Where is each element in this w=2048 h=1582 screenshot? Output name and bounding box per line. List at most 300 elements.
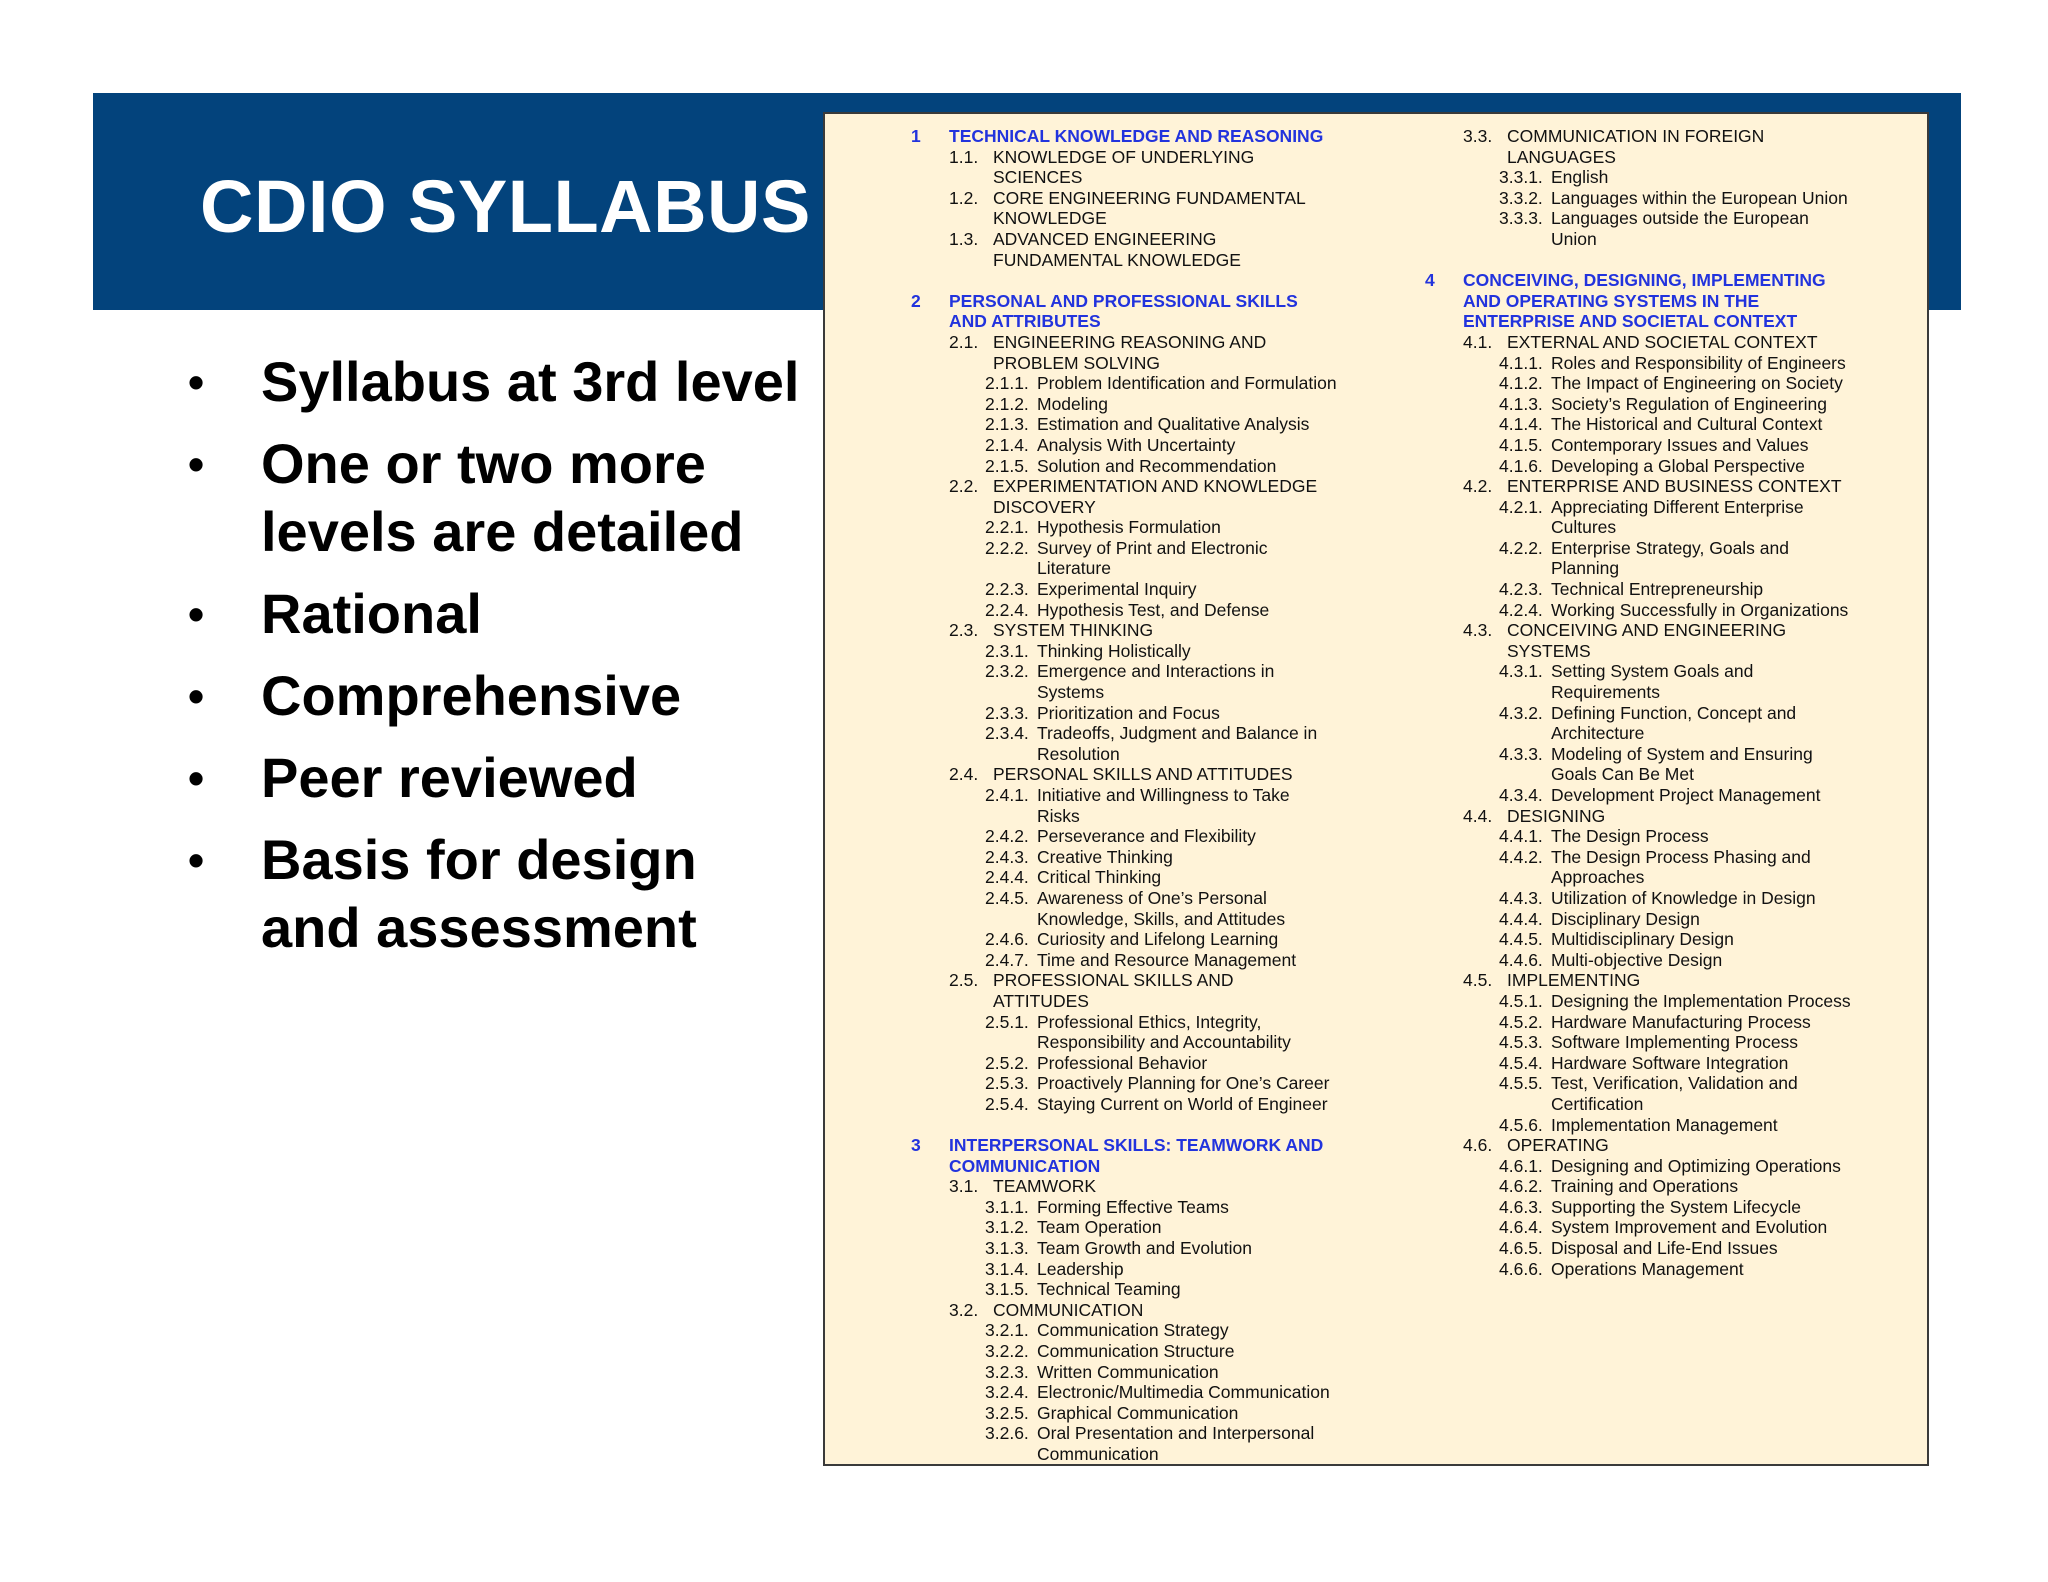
outline-text-line: Analysis With Uncertainty [1037, 434, 1236, 455]
outline-number: 2.4.1. [985, 785, 1029, 805]
outline-text-line: The Historical and Cultural Context [1551, 414, 1823, 435]
outline-text-line: LANGUAGES [1507, 146, 1616, 167]
outline-number: 2.5.3. [985, 1073, 1029, 1094]
bullet-text: Peer reviewed [261, 746, 638, 809]
outline-text-line: Society’s Regulation of Engineering [1551, 393, 1827, 414]
outline-text-line: Literature [1037, 558, 1111, 579]
outline-number: 4.5.1. [1499, 990, 1543, 1011]
outline-text-line: Forming Effective Teams [1037, 1196, 1229, 1217]
outline-number: 3.3.1. [1499, 167, 1543, 188]
outline-text-line: Awareness of One’s Personal [1037, 887, 1267, 908]
outline-text-line: ENTERPRISE AND BUSINESS CONTEXT [1507, 476, 1842, 497]
outline-text-line: Software Implementing Process [1551, 1032, 1799, 1053]
outline-text-line: Planning [1551, 558, 1620, 579]
outline-text-line: Graphical Communication [1037, 1402, 1239, 1423]
outline-text-line: Architecture [1551, 723, 1645, 744]
syllabus-subtopic [985, 929, 1337, 950]
syllabus-subtopic [1499, 188, 1851, 209]
outline-text-line: Setting System Goals and [1551, 661, 1754, 682]
outline-number: 4.6.2. [1499, 1176, 1543, 1197]
syllabus-topic [1463, 126, 1851, 167]
syllabus-left-column [911, 126, 1337, 1465]
outline-text-line: CONCEIVING AND ENGINEERING [1507, 620, 1787, 641]
syllabus-subtopic [985, 847, 1337, 868]
outline-number: 4.1.4. [1499, 414, 1543, 435]
outline-text-line: KNOWLEDGE OF UNDERLYING [993, 146, 1255, 167]
syllabus-subtopic [1499, 1032, 1851, 1053]
syllabus-subtopic [1499, 888, 1851, 909]
syllabus-section-heading [911, 1135, 1337, 1176]
syllabus-subtopic [1499, 909, 1851, 930]
outline-number: 4.1.2. [1499, 373, 1543, 394]
bullet-icon: • [188, 670, 205, 722]
outline-text-line: Leadership [1037, 1258, 1124, 1279]
outline-number: 4.6.5. [1499, 1238, 1543, 1259]
outline-number: 4.3. [1463, 620, 1493, 641]
syllabus-subtopic [1499, 1259, 1851, 1280]
outline-number: 2.4.7. [985, 949, 1029, 970]
outline-text-line: Time and Resource Management [1037, 949, 1297, 970]
syllabus-subtopic [1499, 744, 1851, 785]
outline-number: 4.1.5. [1499, 434, 1543, 455]
outline-text-line: Appreciating Different Enterprise [1551, 496, 1804, 517]
outline-text-line: Designing the Implementation Process [1551, 990, 1851, 1011]
outline-number: 1.2. [949, 187, 979, 208]
outline-text-line: DESIGNING [1507, 805, 1606, 826]
syllabus-subtopic [985, 826, 1337, 847]
outline-text-line: AND ATTRIBUTES [949, 311, 1101, 332]
outline-text-line: The Impact of Engineering on Society [1551, 373, 1843, 394]
outline-number: 4.2.3. [1499, 579, 1543, 600]
outline-text-line: Supporting the System Lifecycle [1551, 1196, 1801, 1217]
outline-number: 4.5.3. [1499, 1032, 1543, 1053]
syllabus-section-heading [911, 126, 1337, 147]
outline-number: 3.2.4. [985, 1382, 1029, 1403]
outline-number: 4.2.4. [1499, 599, 1543, 620]
outline-text-line: Critical Thinking [1037, 867, 1162, 888]
outline-number: 1.1. [949, 146, 979, 167]
outline-number: 2.3.1. [985, 640, 1029, 661]
outline-text-line: Cultures [1551, 517, 1617, 538]
outline-text-line: Initiative and Willingness to Take [1037, 785, 1290, 805]
outline-number: 2.4.2. [985, 826, 1029, 847]
syllabus-subtopic [985, 579, 1337, 600]
bullet-item [180, 662, 800, 730]
outline-text-line: Hypothesis Formulation [1037, 517, 1221, 538]
syllabus-subtopic [1499, 497, 1851, 538]
outline-number: 4.3.1. [1499, 661, 1543, 682]
outline-number: 4.5.5. [1499, 1073, 1543, 1094]
outline-text-line: PROFESSIONAL SKILLS AND [993, 970, 1234, 991]
outline-text-line: Technical Entrepreneurship [1551, 579, 1764, 600]
outline-number: 4.4.3. [1499, 887, 1543, 908]
syllabus-subtopic [985, 373, 1337, 394]
outline-number: 2 [911, 290, 921, 311]
syllabus-subtopic [1499, 661, 1851, 702]
outline-number: 2.1.4. [985, 434, 1029, 455]
syllabus-subtopic [1499, 435, 1851, 456]
outline-text-line: Disposal and Life-End Issues [1551, 1238, 1778, 1259]
syllabus-topic [949, 188, 1337, 229]
outline-number: 2.2.4. [985, 599, 1029, 620]
bullet-item [180, 580, 800, 648]
outline-text-line: Approaches [1551, 867, 1645, 888]
outline-number: 4.6.4. [1499, 1217, 1543, 1238]
outline-text-line: System Improvement and Evolution [1551, 1217, 1828, 1238]
syllabus-subtopic [985, 1012, 1337, 1053]
syllabus-topic [949, 476, 1337, 517]
outline-number: 3.2.6. [985, 1423, 1029, 1444]
syllabus-subtopic [985, 435, 1337, 456]
outline-text-line: Survey of Print and Electronic [1037, 537, 1268, 558]
bullet-text: Basis for design and assessment [261, 828, 697, 959]
bullet-icon: • [188, 752, 205, 804]
outline-number: 4.6.1. [1499, 1155, 1543, 1176]
syllabus-subtopic [985, 888, 1337, 929]
syllabus-subtopic [985, 414, 1337, 435]
outline-text-line: KNOWLEDGE [993, 208, 1107, 229]
outline-number: 3.2.5. [985, 1402, 1029, 1423]
syllabus-topic [1463, 806, 1851, 827]
outline-text-line: Staying Current on World of Engineer [1037, 1093, 1328, 1114]
slide-title: CDIO SYLLABUS [200, 165, 811, 248]
outline-text-line: Designing and Optimizing Operations [1551, 1155, 1841, 1176]
outline-text-line: Knowledge, Skills, and Attitudes [1037, 908, 1286, 929]
outline-text-line: Problem Identification and Formulation [1037, 373, 1337, 394]
bullet-icon: • [188, 356, 205, 408]
syllabus-subtopic [1499, 1217, 1851, 1238]
outline-text-line: DISCOVERY [993, 496, 1096, 517]
outline-text-line: Resolution [1037, 743, 1120, 764]
syllabus-subtopic [1499, 1012, 1851, 1033]
outline-text-line: The Design Process [1551, 826, 1709, 847]
outline-text-line: Multi-objective Design [1551, 949, 1723, 970]
outline-number: 4.3.2. [1499, 702, 1543, 723]
outline-text-line: CONCEIVING, DESIGNING, IMPLEMENTING [1463, 270, 1826, 291]
syllabus-subtopic [1499, 414, 1851, 435]
outline-number: 4.3.4. [1499, 785, 1543, 805]
outline-number: 2.2.2. [985, 537, 1029, 558]
outline-number: 2.3.4. [985, 723, 1029, 744]
syllabus-subtopic [985, 517, 1337, 538]
outline-text-line: Hardware Manufacturing Process [1551, 1011, 1811, 1032]
outline-text-line: Professional Behavior [1037, 1052, 1208, 1073]
syllabus-subtopic [985, 1320, 1337, 1341]
outline-number: 3.1. [949, 1176, 979, 1197]
syllabus-subtopic [1499, 991, 1851, 1012]
outline-text-line: Perseverance and Flexibility [1037, 826, 1256, 847]
syllabus-topic [949, 764, 1337, 785]
syllabus-subtopic [985, 1382, 1337, 1403]
outline-text-line: Prioritization and Focus [1037, 702, 1220, 723]
outline-text-line: Hypothesis Test, and Defense [1037, 599, 1270, 620]
bullet-item [180, 348, 800, 416]
outline-text-line: AND OPERATING SYSTEMS IN THE [1463, 290, 1760, 311]
outline-number: 4.2.1. [1499, 496, 1543, 517]
syllabus-subtopic [985, 723, 1337, 764]
outline-text-line: Proactively Planning for One’s Career [1037, 1073, 1330, 1094]
syllabus-subtopic [985, 703, 1337, 724]
syllabus-subtopic [985, 1362, 1337, 1383]
outline-text-line: ENTERPRISE AND SOCIETAL CONTEXT [1463, 311, 1798, 332]
syllabus-subtopic [1499, 1176, 1851, 1197]
outline-text-line: ATTITUDES [993, 990, 1089, 1011]
outline-number: 4 [1425, 270, 1435, 291]
outline-text-line: Electronic/Multimedia Communication [1037, 1382, 1330, 1403]
outline-number: 3.2.2. [985, 1341, 1029, 1362]
outline-text-line: Experimental Inquiry [1037, 579, 1197, 600]
outline-text-line: ENGINEERING REASONING AND [993, 331, 1267, 352]
outline-number: 4.6. [1463, 1135, 1493, 1156]
section-spacer [1425, 250, 1851, 271]
outline-number: 2.4.4. [985, 867, 1029, 888]
syllabus-topic [949, 332, 1337, 373]
outline-number: 4.5. [1463, 970, 1493, 991]
outline-text-line: Utilization of Knowledge in Design [1551, 887, 1816, 908]
outline-text-line: Languages within the European Union [1551, 187, 1848, 208]
outline-text-line: Estimation and Qualitative Analysis [1037, 414, 1310, 435]
outline-number: 4.1.1. [1499, 352, 1543, 373]
outline-number: 2.2.1. [985, 517, 1029, 538]
outline-text-line: Systems [1037, 682, 1105, 703]
syllabus-subtopic [1499, 579, 1851, 600]
outline-text-line: Multidisciplinary Design [1551, 929, 1734, 950]
syllabus-subtopic [985, 1423, 1337, 1464]
outline-number: 3.1.3. [985, 1238, 1029, 1259]
outline-number: 2.4.5. [985, 887, 1029, 908]
outline-text-line: Union [1551, 228, 1597, 249]
syllabus-subtopic [1499, 847, 1851, 888]
outline-text-line: Defining Function, Concept and [1551, 702, 1797, 723]
syllabus-topic [1463, 1135, 1851, 1156]
syllabus-subtopic [985, 1403, 1337, 1424]
outline-number: 1.3. [949, 228, 979, 249]
bullet-icon: • [188, 438, 205, 490]
outline-text-line: SCIENCES [993, 167, 1083, 188]
syllabus-subtopic [1499, 1238, 1851, 1259]
outline-text-line: EXPERIMENTATION AND KNOWLEDGE [993, 476, 1318, 497]
bullet-item [180, 744, 800, 812]
syllabus-subtopic [1499, 167, 1851, 188]
outline-text-line: Disciplinary Design [1551, 908, 1700, 929]
outline-number: 2.5.4. [985, 1093, 1029, 1114]
bullet-icon: • [188, 834, 205, 886]
outline-number: 2.4. [949, 764, 979, 785]
outline-number: 4.1. [1463, 331, 1493, 352]
syllabus-subtopic [1499, 1073, 1851, 1114]
outline-text-line: Requirements [1551, 682, 1660, 703]
syllabus-subtopic [985, 394, 1337, 415]
outline-text-line: Developing a Global Perspective [1551, 455, 1805, 476]
outline-text-line: Operations Management [1551, 1258, 1744, 1279]
outline-number: 3.2.3. [985, 1361, 1029, 1382]
outline-number: 4.2. [1463, 476, 1493, 497]
outline-text-line: COMMUNICATION IN FOREIGN [1507, 126, 1765, 146]
outline-text-line: The Design Process Phasing and [1551, 846, 1811, 867]
outline-number: 3.1.2. [985, 1217, 1029, 1238]
outline-number: 2.3.2. [985, 661, 1029, 682]
outline-text-line: PERSONAL AND PROFESSIONAL SKILLS [949, 290, 1298, 311]
outline-text-line: FUNDAMENTAL KNOWLEDGE [993, 249, 1241, 270]
outline-text-line: COMMUNICATION [949, 1155, 1101, 1176]
section-spacer [911, 1115, 1337, 1136]
syllabus-subtopic [1499, 1115, 1851, 1136]
syllabus-subtopic [1499, 703, 1851, 744]
outline-text-line: Communication Strategy [1037, 1320, 1229, 1341]
syllabus-topic [1463, 620, 1851, 661]
outline-number: 2.3. [949, 620, 979, 641]
bullet-list [180, 348, 800, 976]
outline-text-line: PROBLEM SOLVING [993, 352, 1160, 373]
syllabus-subtopic [985, 600, 1337, 621]
outline-text-line: Communication Structure [1037, 1341, 1235, 1362]
section-spacer [911, 270, 1337, 291]
syllabus-subtopic [985, 867, 1337, 888]
syllabus-topic [949, 620, 1337, 641]
syllabus-subtopic [1499, 950, 1851, 971]
outline-text-line: COMMUNICATION [993, 1299, 1144, 1320]
outline-number: 4.3.3. [1499, 743, 1543, 764]
outline-text-line: Training and Operations [1551, 1176, 1739, 1197]
outline-text-line: IMPLEMENTING [1507, 970, 1641, 991]
outline-number: 4.4.6. [1499, 949, 1543, 970]
outline-text-line: Enterprise Strategy, Goals and [1551, 537, 1789, 558]
outline-text-line: Written Communication [1037, 1361, 1219, 1382]
outline-number: 2.1.2. [985, 393, 1029, 414]
syllabus-subtopic [985, 1279, 1337, 1300]
outline-text-line: SYSTEMS [1507, 640, 1591, 661]
syllabus-topic [1463, 476, 1851, 497]
syllabus-subtopic [985, 1053, 1337, 1074]
syllabus-subtopic [985, 456, 1337, 477]
outline-number: 3.2. [949, 1299, 979, 1320]
outline-text-line: Contemporary Issues and Values [1551, 434, 1809, 455]
syllabus-right-column [1425, 126, 1851, 1279]
outline-number: 4.4.4. [1499, 908, 1543, 929]
outline-number: 2.5. [949, 970, 979, 991]
outline-text-line: Professional Ethics, Integrity, [1037, 1011, 1262, 1032]
outline-number: 2.1.3. [985, 414, 1029, 435]
syllabus-subtopic [1499, 394, 1851, 415]
outline-number: 3.1.1. [985, 1196, 1029, 1217]
bullet-text: Rational [261, 582, 482, 645]
outline-number: 4.2.2. [1499, 537, 1543, 558]
syllabus-subtopic [985, 1217, 1337, 1238]
outline-number: 2.2.3. [985, 579, 1029, 600]
syllabus-topic [949, 970, 1337, 1011]
syllabus-topic [949, 229, 1337, 270]
outline-text-line: Test, Verification, Validation and [1551, 1073, 1798, 1094]
syllabus-subtopic [985, 1094, 1337, 1115]
outline-text-line: English [1551, 167, 1609, 188]
outline-text-line: Curiosity and Lifelong Learning [1037, 929, 1279, 950]
outline-text-line: Oral Presentation and Interpersonal [1037, 1423, 1315, 1444]
bullet-item [180, 826, 800, 962]
outline-text-line: Working Successfully in Organizations [1551, 599, 1849, 620]
outline-number: 2.3.3. [985, 702, 1029, 723]
syllabus-subtopic [1499, 353, 1851, 374]
syllabus-section-heading [911, 291, 1337, 332]
syllabus-section-heading [1425, 270, 1851, 332]
outline-text-line: Development Project Management [1551, 785, 1821, 805]
outline-number: 2.1.5. [985, 455, 1029, 476]
syllabus-subtopic [1499, 1197, 1851, 1218]
outline-text-line: Team Growth and Evolution [1037, 1238, 1252, 1259]
outline-text-line: CORE ENGINEERING FUNDAMENTAL [993, 187, 1306, 208]
outline-text-line: PERSONAL SKILLS AND ATTITUDES [993, 764, 1293, 785]
outline-text-line: Certification [1551, 1093, 1644, 1114]
outline-text-line: Implementation Management [1551, 1114, 1778, 1135]
bullet-text: One or two more levels are detailed [261, 432, 744, 563]
outline-text-line: TECHNICAL KNOWLEDGE AND REASONING [949, 126, 1324, 146]
syllabus-subtopic [1499, 373, 1851, 394]
syllabus-subtopic [985, 1259, 1337, 1280]
outline-number: 1 [911, 126, 921, 146]
outline-number: 2.5.2. [985, 1052, 1029, 1073]
outline-text-line: EXTERNAL AND SOCIETAL CONTEXT [1507, 331, 1818, 352]
syllabus-subtopic [1499, 929, 1851, 950]
outline-number: 2.5.1. [985, 1011, 1029, 1032]
outline-text-line: Responsibility and Accountability [1037, 1032, 1291, 1053]
outline-number: 2.2. [949, 476, 979, 497]
bullet-text: Syllabus at 3rd level [261, 350, 800, 413]
outline-number: 3.3. [1463, 126, 1493, 146]
outline-number: 2.4.3. [985, 846, 1029, 867]
syllabus-subtopic [985, 1197, 1337, 1218]
syllabus-subtopic [985, 950, 1337, 971]
outline-text-line: Hardware Software Integration [1551, 1052, 1789, 1073]
syllabus-subtopic [1499, 826, 1851, 847]
syllabus-subtopic [985, 1073, 1337, 1094]
syllabus-topic [1463, 970, 1851, 991]
outline-number: 4.1.6. [1499, 455, 1543, 476]
syllabus-subtopic [1499, 785, 1851, 806]
syllabus-subtopic [985, 641, 1337, 662]
outline-text-line: Technical Teaming [1037, 1279, 1181, 1300]
syllabus-subtopic [1499, 1053, 1851, 1074]
outline-number: 4.4. [1463, 805, 1493, 826]
outline-number: 2.4.6. [985, 929, 1029, 950]
outline-number: 4.5.6. [1499, 1114, 1543, 1135]
syllabus-topic [1463, 332, 1851, 353]
syllabus-subtopic [1499, 208, 1851, 249]
outline-text-line: ADVANCED ENGINEERING [993, 228, 1217, 249]
outline-number: 2.1. [949, 331, 979, 352]
outline-text-line: Modeling of System and Ensuring [1551, 743, 1813, 764]
outline-number: 3.3.2. [1499, 187, 1543, 208]
outline-number: 4.5.4. [1499, 1052, 1543, 1073]
syllabus-subtopic [985, 1341, 1337, 1362]
outline-text-line: Emergence and Interactions in [1037, 661, 1275, 682]
outline-text-line: Roles and Responsibility of Engineers [1551, 352, 1846, 373]
outline-text-line: Team Operation [1037, 1217, 1162, 1238]
outline-number: 4.4.2. [1499, 846, 1543, 867]
syllabus-topic [949, 1176, 1337, 1197]
bullet-icon: • [188, 588, 205, 640]
outline-number: 4.6.6. [1499, 1258, 1543, 1279]
outline-number: 4.6.3. [1499, 1196, 1543, 1217]
outline-text-line: SYSTEM THINKING [993, 620, 1154, 641]
outline-text-line: Modeling [1037, 393, 1109, 414]
outline-text-line: Thinking Holistically [1037, 640, 1191, 661]
syllabus-subtopic [1499, 1156, 1851, 1177]
syllabus-subtopic [985, 1238, 1337, 1259]
syllabus-subtopic [1499, 538, 1851, 579]
syllabus-topic [949, 1300, 1337, 1321]
outline-number: 4.4.5. [1499, 929, 1543, 950]
outline-text-line: Goals Can Be Met [1551, 764, 1694, 785]
outline-number: 2.1.1. [985, 373, 1029, 394]
